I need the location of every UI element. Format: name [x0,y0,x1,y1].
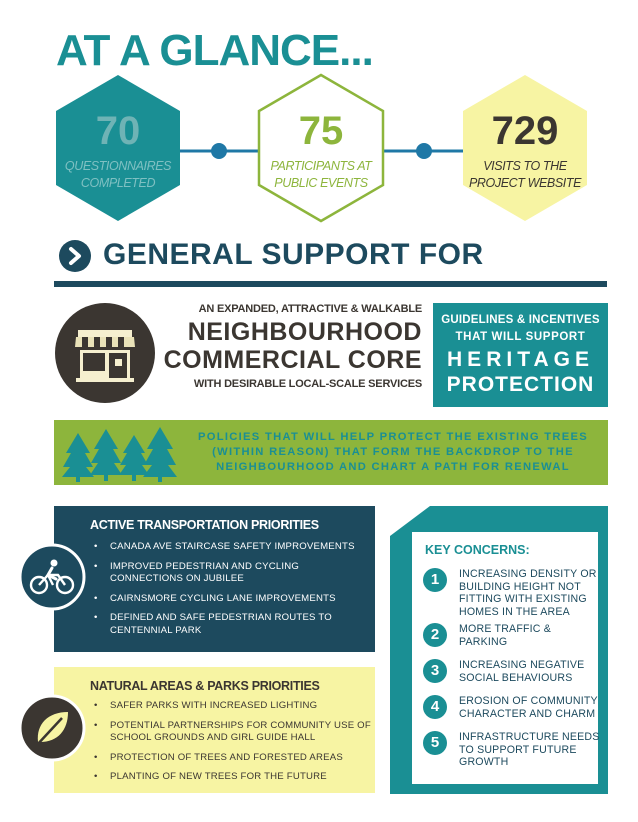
list-item: • DEFINED AND SAFE PEDESTRIAN ROUTES TO CENTENNIAL PARK [90,612,370,637]
stat-caption: COMPLETED [80,176,156,190]
stat-number: 729 [491,109,559,153]
stat-number: 70 [95,109,141,153]
natural-areas-list [90,700,372,791]
commercial-line: COMMERCIAL CORE [163,346,422,374]
natural-areas-title: NATURAL AREAS & PARKS PRIORITIES [90,679,320,693]
stat-caption: QUESTIONNAIRES [64,159,172,173]
stat-caption: PARTICIPANTS AT [270,159,372,173]
commercial-line: NEIGHBOURHOOD [187,318,422,346]
trees-line: POLICIES THAT WILL HELP PROTECT THE EXISTING TREES [197,431,589,443]
general-support-heading: GENERAL SUPPORT FOR [103,238,484,271]
page-title: AT A GLANCE... [56,26,373,75]
concern-number: 3 [423,659,447,683]
bicycle-icon [18,543,86,611]
heritage-line: HERITAGE [447,348,594,371]
tree-icon [60,425,180,485]
stat-caption: VISITS TO THE [483,159,567,173]
concern-text: EROSION OF COMMUNITY CHARACTER AND CHARM [459,695,598,720]
concern-text: INCREASING DENSITY OR BUILDING HEIGHT NOT FITTING WITH EXISTING HOMES IN THE AREA [459,568,597,618]
natural-areas-box [54,667,375,793]
concern-text: INFRASTRUCTURE NEEDS TO SUPPORT FUTURE GROWTH [459,731,600,768]
chevron-right-icon [58,239,92,273]
storefront-icon [55,303,155,403]
heritage-line: PROTECTION [446,373,595,396]
trees-line: NEIGHBOURHOOD AND CHART A PATH FOR RENEWAL [216,461,570,473]
stat-participants [257,73,385,223]
concern-number: 4 [423,695,447,719]
concern-number: 5 [423,731,447,755]
stat-caption: PUBLIC EVENTS [274,176,368,190]
active-transportation-title: ACTIVE TRANSPORTATION PRIORITIES [90,518,319,532]
heritage-line: THAT WILL SUPPORT [455,331,586,343]
commercial-line: AN EXPANDED, ATTRACTIVE & WALKABLE [198,303,422,315]
active-transportation-box [54,506,375,652]
stat-caption: PROJECT WEBSITE [468,176,582,190]
commercial-core-text [160,303,422,390]
concern-number: 1 [423,568,447,592]
list-item: • PLANTING OF NEW TREES FOR THE FUTURE [90,771,372,784]
stat-questionnaires [54,73,182,223]
active-transportation-list [90,541,370,644]
trees-banner [54,420,608,485]
list-item: • POTENTIAL PARTNERSHIPS FOR COMMUNITY USE OF SCHOOL GROUNDS AND GIRL GUIDE HALL [90,720,372,745]
trees-line: (WITHIN REASON) THAT FORM THE BACKDROP TO THE [212,446,574,458]
leaf-icon [18,694,86,762]
heritage-box [433,303,608,407]
heading-underline [54,281,607,287]
list-item: • IMPROVED PEDESTRIAN AND CYCLING CONNECTIONS ON JUBILEE [90,561,370,586]
list-item: • SAFER PARKS WITH INCREASED LIGHTING [90,700,372,713]
concern-text: INCREASING NEGATIVE SOCIAL BEHAVIOURS [459,659,585,684]
concern-text: MORE TRAFFIC & PARKING [459,623,552,648]
commercial-line: WITH DESIRABLE LOCAL-SCALE SERVICES [193,378,422,390]
stat-visits [461,73,589,223]
concern-number: 2 [423,623,447,647]
stat-number: 75 [298,109,344,153]
list-item: • CAIRNSMORE CYCLING LANE IMPROVEMENTS [90,593,370,606]
key-concerns-title: KEY CONCERNS: [425,543,530,557]
heritage-line: GUIDELINES & INCENTIVES [441,314,600,326]
list-item: • CANADA AVE STAIRCASE SAFETY IMPROVEMENTS [90,541,370,554]
list-item: • PROTECTION OF TREES AND FORESTED AREAS [90,752,372,765]
